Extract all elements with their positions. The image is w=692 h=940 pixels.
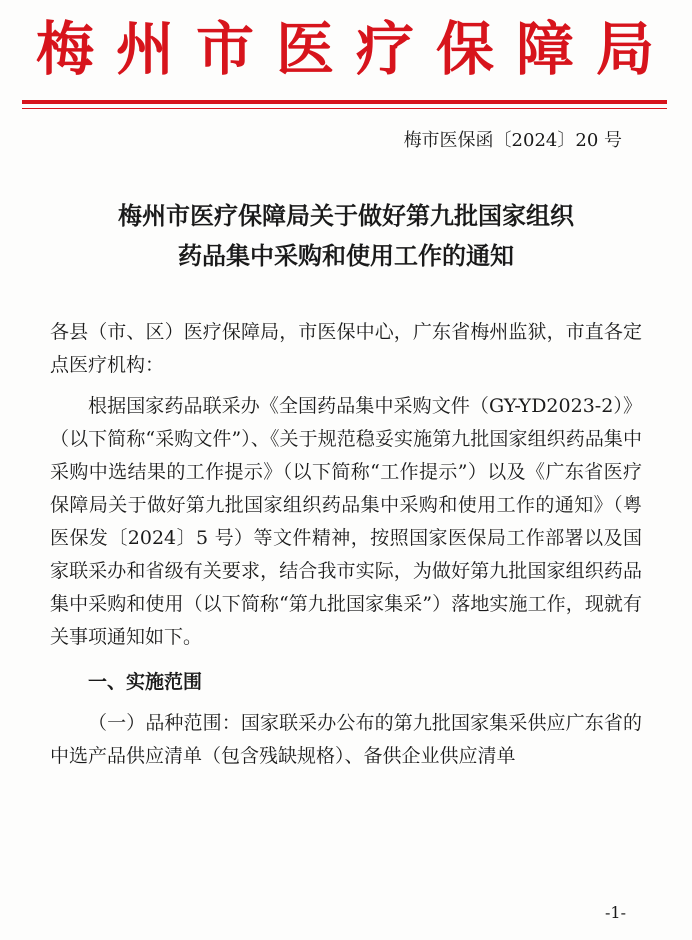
paragraph-intro: 根据国家药品联采办《全国药品集中采购文件（GY-YD2023-2）》（以下简称“采购文件”）、《关于规范稳妥实施第九批国家组织药品集中采购中选结果的工作提示》（以下简称“工作提示”）以及《广东省医疗保障局关于做好第九批国家组织药品集中采购和使用工作的通知》（粤医保发〔2024〕5 号）等文件精神，按照国家医保局工作部署以及国家联采办和省级有关要求，结合我市实际，为做好第九批国家组织药品集中采购和使用（以下简称“第九批国家集采”）落地实施工作，现就有关事项通知如下。 <box>50 395 642 648</box>
document-title <box>40 196 652 276</box>
addressee: 各县（市、区）医疗保障局，市医保中心，广东省梅州监狱，市直各定点医疗机构： <box>50 321 642 376</box>
page-number: -1- <box>605 903 626 922</box>
document-number: 梅市医保函〔2024〕20 号 <box>403 130 622 151</box>
title-line-2: 药品集中采购和使用工作的通知 <box>178 241 514 270</box>
letterhead-rule-thin <box>22 108 667 109</box>
paragraph-variety-scope: （一）品种范围：国家联采办公布的第九批国家集采供应广东省的中选产品供应清单（包含残缺规格）、备供企业供应清单 <box>50 712 642 767</box>
title-line-1: 梅州市医疗保障局关于做好第九批国家组织 <box>118 201 574 230</box>
letterhead-title: 梅州市医疗保障局 <box>35 15 676 83</box>
section-heading-scope: 一、实施范围 <box>88 671 203 693</box>
document-body <box>50 316 642 773</box>
letterhead-rule-thick <box>22 100 667 104</box>
